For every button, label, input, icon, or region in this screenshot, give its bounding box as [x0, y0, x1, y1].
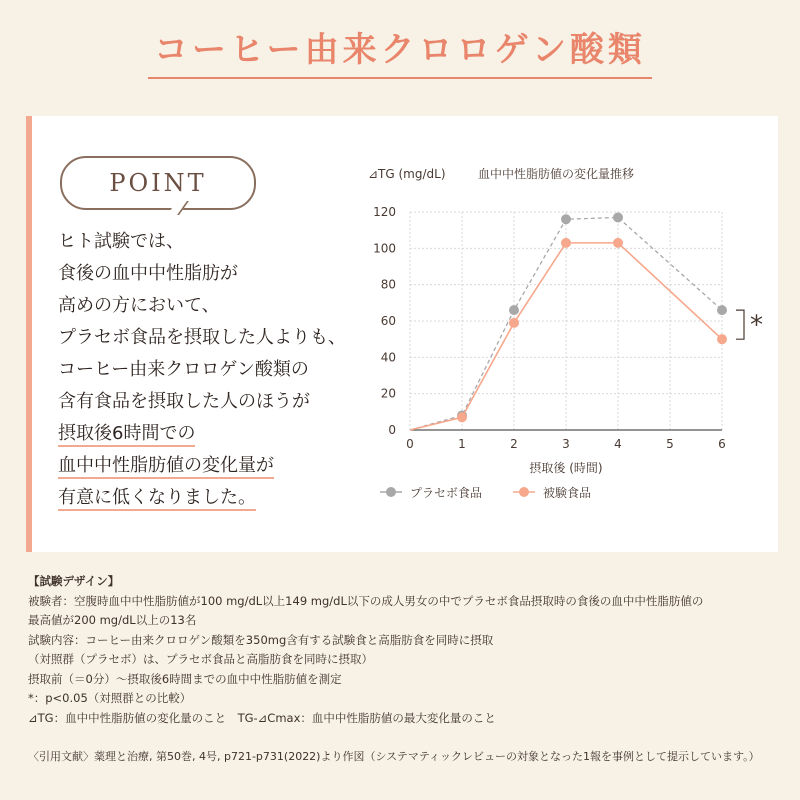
- point-line: 含有食品を摂取した人のほうが: [58, 391, 310, 412]
- point-line: ヒト試験では、: [58, 231, 184, 252]
- point-line: 食後の血中中性脂肪が: [58, 263, 238, 284]
- y-tick-label: 60: [380, 314, 396, 328]
- reference-citation: 〈引用文献〉薬理と治療, 第50巻, 4号, p721-p731(2022)より作図（システマティックレビューの対象となった1報を事例として提示しています。）: [28, 750, 760, 763]
- y-tick-label: 40: [380, 350, 396, 365]
- x-tick-label: 3: [562, 437, 570, 451]
- notes-line: 被験者：空腹時血中中性脂肪値が100 mg/dL以上149 mg/dL以下の成人男女の中でプラセボ食品摂取時の食後の血中中性脂肪値の: [28, 593, 704, 608]
- notes-line: *：p<0.05（対照群との比較）: [28, 691, 192, 705]
- chart-legend: [380, 485, 591, 500]
- data-point: [509, 318, 519, 328]
- x-tick-label: 2: [510, 437, 518, 451]
- y-tick-labels: [373, 205, 396, 437]
- point-underlined-line: [58, 482, 358, 514]
- legend-label: 被験食品: [543, 486, 592, 500]
- significance-annotation: [736, 310, 763, 341]
- x-tick-label: 5: [666, 437, 674, 451]
- notes-line: （対照群（プラセボ）は、プラセボ食品と高脂肪食を同時に摂取）: [28, 652, 373, 666]
- legend-marker: [519, 487, 529, 497]
- point-text: [58, 226, 358, 514]
- y-axis-label: ⊿TG (mg/dL): [368, 167, 446, 181]
- y-tick-label: 120: [373, 205, 396, 219]
- point-line: プラセボ食品を摂取した人よりも、: [58, 327, 346, 348]
- significance-bracket: [736, 310, 744, 339]
- point-underlined-text: 有意に低くなりました。: [58, 487, 256, 511]
- x-tick-label: 0: [406, 437, 414, 451]
- y-tick-label: 100: [373, 241, 396, 256]
- chart-title: 血中中性脂肪値の変化量推移: [478, 167, 635, 181]
- y-tick-label: 80: [380, 277, 396, 292]
- point-underlined-text: 血中中性脂肪値の変化量が: [58, 455, 274, 479]
- notes-line: ⊿TG：血中中性脂肪値の変化量のこと TG-⊿Cmax：血中中性脂肪値の最大変化量のこと: [28, 710, 496, 725]
- point-underlined-line: [58, 418, 358, 450]
- notes-heading: 【試験デザイン】: [28, 574, 120, 588]
- x-tick-label: 4: [614, 437, 622, 451]
- point-line: 高めの方において、: [58, 295, 220, 316]
- y-tick-label: 0: [388, 423, 396, 437]
- x-axis-label: 摂取後 (時間): [529, 461, 603, 475]
- notes-line: 最高値が200 mg/dL以上の13名: [28, 613, 197, 627]
- point-underlined-text: 摂取後6時間での: [58, 423, 195, 447]
- notes-line: 試験内容：コーヒー由来クロロゲン酸類を350mg含有する試験食と高脂肪食を同時に摂取: [28, 632, 494, 647]
- point-line: コーヒー由来クロロゲン酸類の: [58, 359, 309, 380]
- data-point: [717, 334, 727, 344]
- tg-line-chart: [360, 150, 780, 520]
- page-title: コーヒー由来クロロゲン酸類: [148, 22, 652, 79]
- legend-marker: [386, 487, 396, 497]
- significance-marker: *: [750, 310, 763, 341]
- data-point: [457, 412, 467, 422]
- study-design-notes: [28, 572, 778, 728]
- point-badge: POINT: [60, 156, 256, 210]
- data-point: [613, 238, 623, 248]
- data-point: [717, 305, 727, 315]
- notes-line: 摂取前（＝0分）～摂取後6時間までの血中中性脂肪値を測定: [28, 671, 342, 686]
- data-point: [561, 238, 571, 248]
- x-tick-label: 1: [458, 437, 466, 451]
- legend-label: プラセボ食品: [410, 486, 483, 500]
- data-point: [561, 214, 571, 224]
- data-point: [509, 305, 519, 315]
- x-tick-labels: [406, 437, 726, 451]
- title-wrap: [0, 22, 800, 79]
- y-tick-label: 20: [380, 386, 396, 401]
- point-underlined-line: [58, 450, 358, 482]
- x-tick-label: 6: [718, 437, 726, 451]
- data-point: [613, 212, 623, 222]
